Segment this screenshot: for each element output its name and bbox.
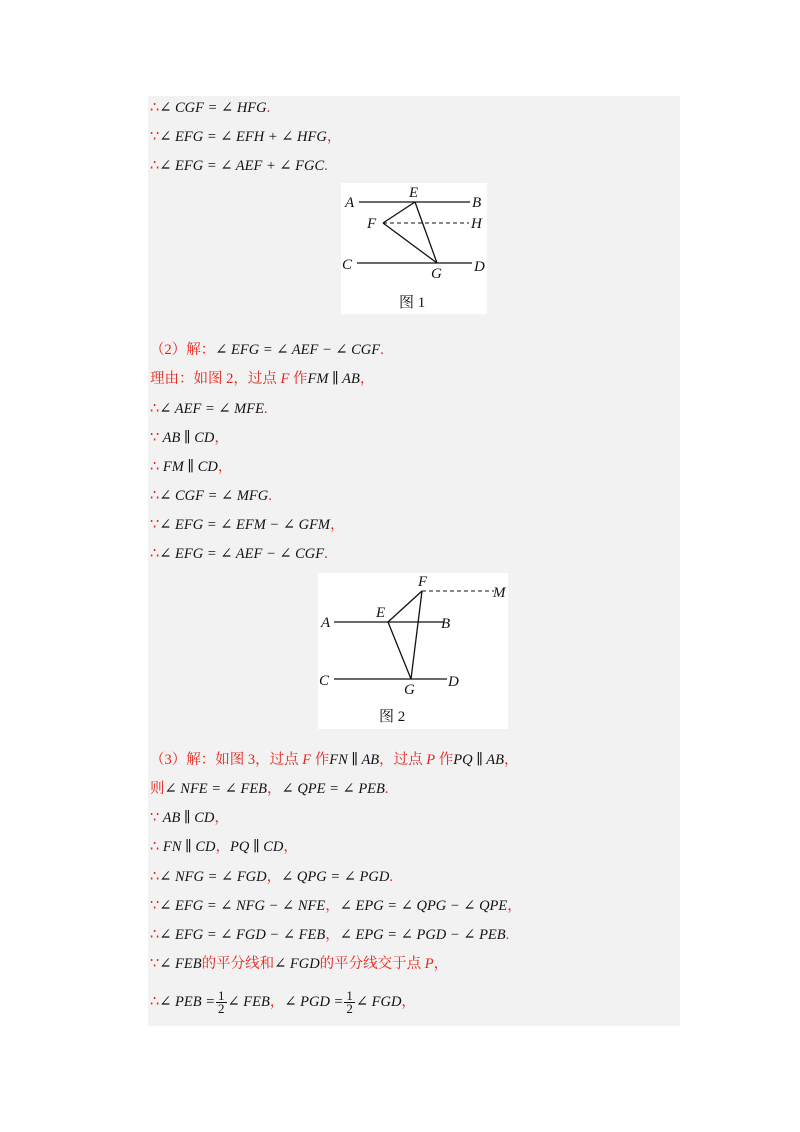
text-segment: ∠ EPG = ∠ QPG − ∠ QPE: [339, 898, 508, 914]
label-D: D: [448, 674, 459, 690]
line-7: [150, 428, 229, 448]
text-segment: ，: [217, 459, 233, 475]
line-17: [150, 896, 522, 916]
text-segment: ∵: [150, 898, 160, 914]
text-segment: 作: [289, 371, 308, 387]
text-segment: ∠ EFG = ∠ FGD − ∠ FEB: [159, 927, 326, 943]
text-segment: 作: [311, 752, 330, 768]
line-6: [150, 399, 268, 419]
label-M: M: [493, 585, 506, 601]
text-segment: ，: [504, 752, 519, 768]
label-B: B: [441, 616, 451, 632]
text-segment: .: [324, 546, 328, 562]
text-segment: ∴: [150, 546, 160, 562]
text-segment: ∴: [150, 869, 160, 885]
text-segment: ∴: [150, 100, 160, 116]
text-segment: FN ∥ AB: [329, 752, 380, 768]
figure-2: [318, 573, 508, 729]
segment-FG: [383, 223, 437, 263]
line-11: [150, 544, 328, 564]
text-segment: ∴: [150, 488, 160, 504]
fraction-numerator: 1: [346, 988, 353, 1003]
text-segment: ，: [325, 927, 340, 943]
text-segment: 的平分线交于点: [319, 956, 425, 972]
text-segment: ∵: [150, 430, 160, 446]
line-20: [150, 990, 416, 1015]
label-A: A: [321, 615, 331, 631]
text-segment: FM ∥ CD: [159, 459, 218, 475]
label-G: G: [404, 682, 415, 698]
text-segment: FM ∥ AB: [307, 371, 360, 387]
line-5: [150, 369, 374, 389]
text-segment: P: [426, 752, 436, 768]
line-8: [150, 457, 232, 477]
text-segment: ，: [507, 898, 522, 914]
line-12: [150, 750, 519, 770]
text-segment: ，: [267, 781, 282, 797]
fraction: [344, 990, 355, 1015]
segment-FE: [388, 591, 422, 622]
text-segment: ∠ AEF = ∠ MFE: [159, 401, 264, 417]
text-segment: ∠ FGD: [355, 993, 402, 1010]
text-segment: ∵: [150, 517, 160, 533]
fraction-denominator: 2: [218, 1001, 225, 1016]
line-15: [150, 837, 298, 857]
text-segment: （2）解：: [150, 342, 216, 358]
text-segment: ∠ EPG = ∠ PGD − ∠ PEB: [339, 927, 506, 943]
figure-1: [341, 183, 487, 314]
text-segment: ，: [326, 129, 342, 145]
text-segment: 作: [435, 752, 454, 768]
text-segment: ，: [325, 898, 340, 914]
text-segment: ∠ NFE = ∠ FEB: [164, 781, 268, 797]
text-segment: ∠ EFG = ∠ NFG − ∠ NFE: [159, 898, 326, 914]
text-segment: ，: [214, 810, 229, 826]
text-segment: .: [268, 488, 272, 504]
text-segment: .: [384, 781, 389, 797]
text-segment: ∴: [150, 839, 160, 855]
line-16: [150, 867, 393, 887]
label-F: F: [367, 216, 377, 232]
figure-2-caption: 图 2: [379, 709, 406, 725]
text-segment: ，: [266, 869, 282, 885]
text-segment: ∠ EFG = ∠ EFH + ∠ HFG: [159, 129, 327, 145]
text-segment: ∴: [150, 993, 160, 1010]
text-segment: .: [263, 401, 268, 417]
text-segment: ，: [330, 517, 345, 533]
text-segment: ∴: [150, 158, 160, 174]
text-segment: P: [424, 956, 434, 972]
figure-2-diagram: [318, 573, 508, 729]
text-segment: ，: [283, 839, 298, 855]
text-segment: ∴: [150, 927, 160, 943]
text-segment: ∠ CGF = ∠ HFG: [159, 100, 267, 116]
text-segment: ∠ NFG = ∠ FGD: [159, 869, 267, 885]
text-segment: F: [280, 371, 290, 387]
line-13: [150, 779, 389, 799]
text-segment: AB ∥ CD: [159, 430, 215, 446]
label-D: D: [474, 259, 485, 275]
text-segment: FN ∥ CD: [159, 839, 216, 855]
text-segment: ∠ EFG = ∠ EFM − ∠ GFM: [159, 517, 331, 533]
text-segment: ∠ PGD =: [284, 993, 344, 1010]
text-segment: ∠ FEB: [227, 993, 270, 1010]
text-segment: （3）解：如图 3，过点: [150, 752, 303, 768]
label-B: B: [472, 195, 482, 211]
figure-1-diagram: [341, 183, 487, 314]
line-9: [150, 486, 272, 506]
text-segment: 理由：如图 2，过点: [150, 371, 281, 387]
text-segment: ，: [433, 956, 449, 972]
line-10: [150, 515, 345, 535]
label-E: E: [409, 185, 419, 201]
label-G: G: [431, 266, 442, 282]
label-C: C: [319, 673, 330, 689]
text-segment: ∠ EFG = ∠ AEF − ∠ CGF: [215, 342, 381, 358]
text-segment: ∴: [150, 459, 160, 475]
text-segment: .: [380, 342, 384, 358]
text-segment: ，: [359, 371, 375, 387]
text-segment: .: [505, 927, 510, 943]
text-segment: 则: [150, 781, 165, 797]
text-segment: PQ ∥ AB: [453, 752, 505, 768]
label-E: E: [376, 605, 386, 621]
text-segment: 的平分线和: [201, 956, 275, 972]
text-segment: ∴: [150, 401, 160, 417]
segment-FE: [383, 202, 415, 223]
fraction-numerator: 1: [218, 988, 225, 1003]
text-segment: ∵: [150, 956, 160, 972]
line-4: [150, 340, 384, 360]
text-segment: ，: [269, 993, 285, 1010]
line-19: [150, 954, 448, 974]
label-F: F: [418, 574, 428, 590]
text-segment: ∠ EFG = ∠ AEF − ∠ CGF: [159, 546, 325, 562]
text-segment: ∠ QPE = ∠ PEB: [281, 781, 385, 797]
text-segment: AB ∥ CD: [159, 810, 215, 826]
text-segment: .: [324, 158, 328, 174]
line-2: [150, 127, 341, 147]
text-segment: ∠ QPG = ∠ PGD: [281, 869, 390, 885]
line-1: [150, 98, 270, 118]
segment-EG: [415, 202, 437, 263]
text-segment: F: [302, 752, 312, 768]
label-A: A: [345, 195, 355, 211]
text-segment: ，: [401, 993, 416, 1010]
line-14: [150, 808, 229, 828]
text-segment: ∠ FEB: [159, 956, 202, 972]
text-segment: ，过点: [379, 752, 427, 768]
text-segment: ∵: [150, 810, 160, 826]
text-segment: ∠ FGD: [274, 956, 320, 972]
text-segment: PQ ∥ CD: [229, 839, 284, 855]
segment-EG: [388, 622, 411, 679]
text-segment: ∠ PEB =: [159, 993, 215, 1010]
label-H: H: [471, 216, 482, 232]
label-C: C: [342, 257, 353, 273]
figure-1-caption: 图 1: [399, 295, 426, 311]
text-segment: ∠ EFG = ∠ AEF + ∠ FGC: [159, 158, 325, 174]
line-3: [150, 156, 328, 176]
text-segment: ∠ CGF = ∠ MFG: [159, 488, 269, 504]
text-segment: ∵: [150, 129, 160, 145]
text-segment: .: [389, 869, 393, 885]
line-18: [150, 925, 509, 945]
text-segment: ，: [214, 430, 229, 446]
text-segment: ，: [215, 839, 230, 855]
fraction-denominator: 2: [346, 1001, 353, 1016]
segment-FG: [411, 591, 422, 679]
fraction: [216, 990, 227, 1015]
text-segment: .: [266, 100, 271, 116]
